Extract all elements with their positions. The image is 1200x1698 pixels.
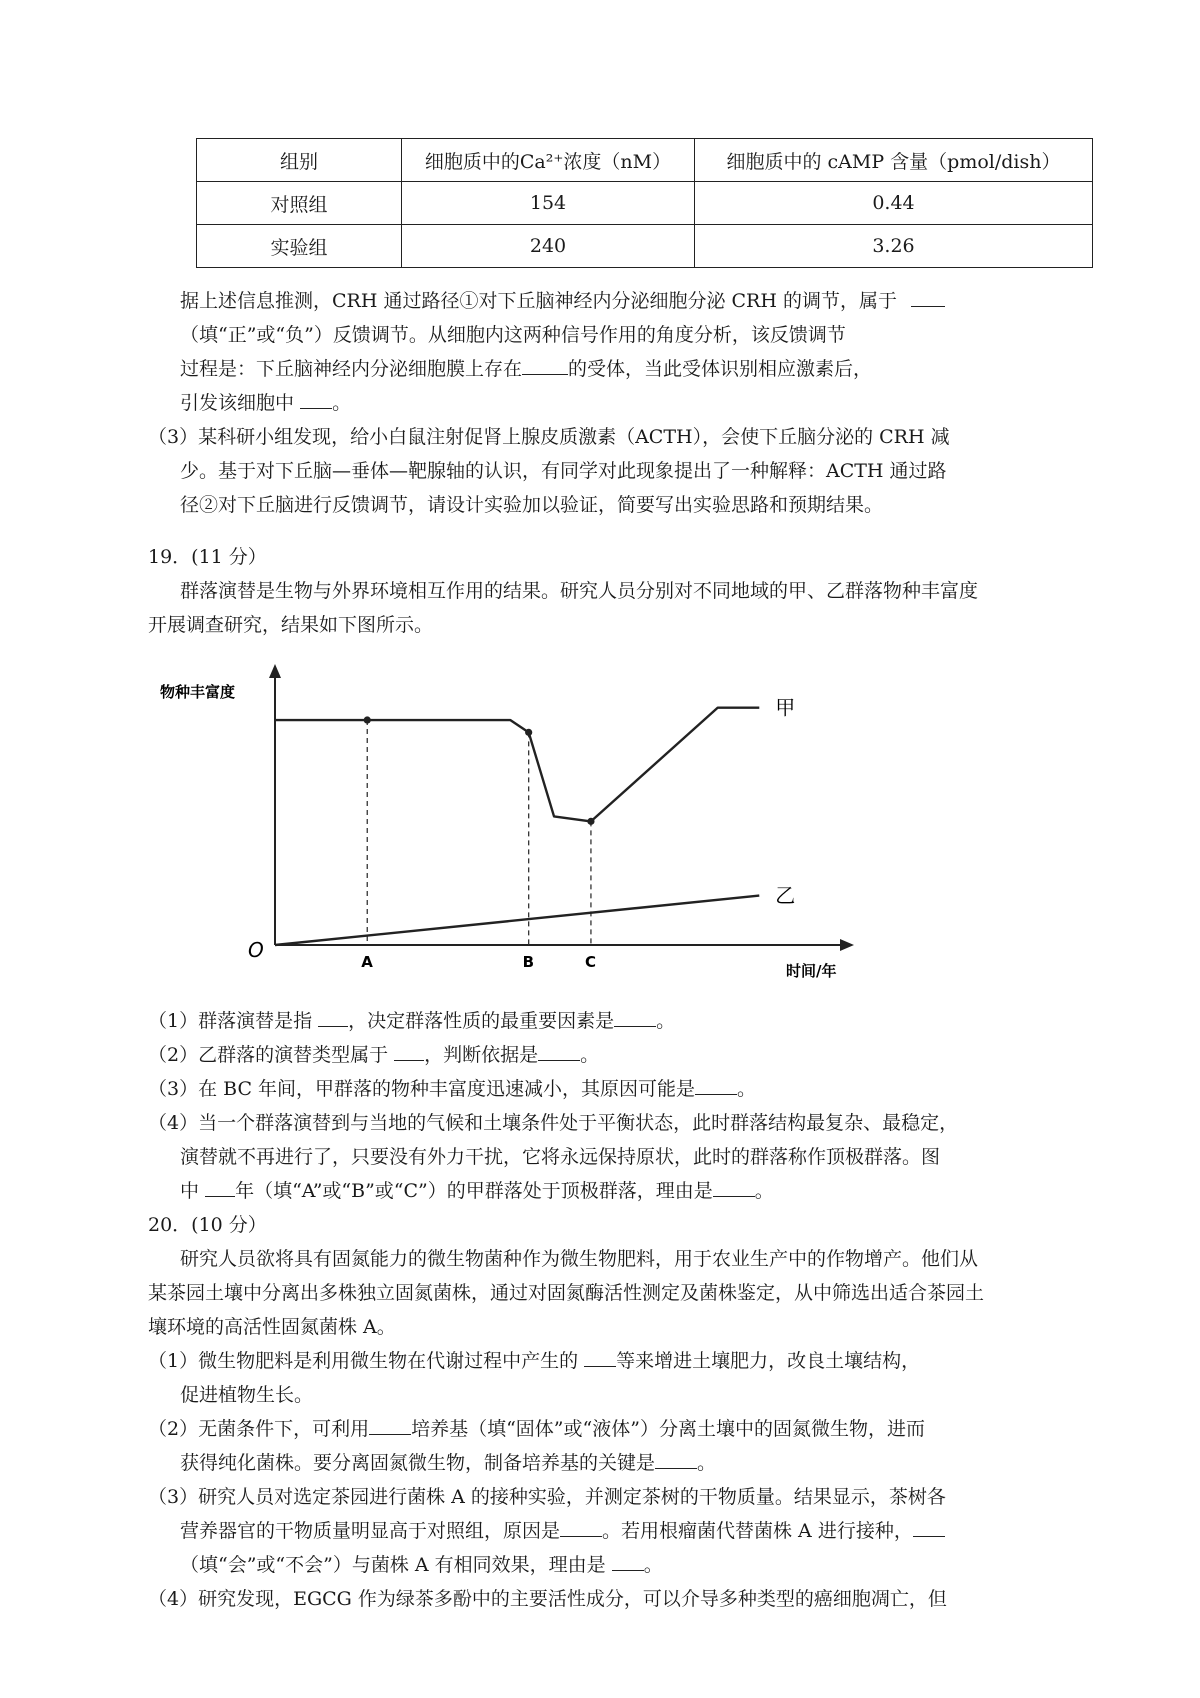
q20-text: 。 — [697, 1452, 717, 1474]
q19-heading: 19．(11 分） — [148, 546, 267, 568]
q19-text: ，判断依据是 — [424, 1044, 539, 1066]
table-cell: 实验组 — [197, 225, 402, 268]
q20-intro-line-2: 某茶园土壤中分离出多株独立固氮菌株，通过对固氮酶活性测定及菌株鉴定，从中筛选出适合茶园土 — [148, 1282, 985, 1304]
q20-part3-line-1: （3）研究人员对选定茶园进行菌株 A 的接种实验，并测定茶树的干物质量。结果显示，茶树各 — [148, 1486, 946, 1508]
answer-blank[interactable] — [369, 1416, 411, 1435]
table-cell: 3.26 — [695, 225, 1093, 268]
q20-intro-line-1: 研究人员欲将具有固氮能力的微生物菌种作为微生物肥料，用于农业生产中的作物增产。他们从 — [180, 1248, 979, 1270]
q18-text: 据上述信息推测，CRH 通过路径①对下丘脑神经内分泌细胞分泌 CRH 的调节，属于 — [180, 290, 897, 312]
series-line-jia — [275, 708, 759, 822]
x-axis-arrow-icon — [840, 939, 854, 951]
answer-blank[interactable] — [584, 1348, 616, 1367]
q18-text: 引发该细胞中 — [180, 392, 295, 414]
q20-text: 获得纯化菌株。要分离固氮微生物，制备培养基的关键是 — [180, 1452, 656, 1474]
answer-blank[interactable] — [538, 1042, 580, 1061]
q20-part3-line-3 — [180, 1548, 663, 1582]
table-header-cell: 细胞质中的 cAMP 含量（pmol/dish） — [695, 139, 1093, 182]
answer-blank[interactable] — [695, 1076, 737, 1095]
q19-part2 — [148, 1038, 599, 1072]
x-axis-label: 时间/年 — [786, 962, 837, 980]
q19-text: （3）在 BC 年间，甲群落的物种丰富度迅速减小，其原因可能是 — [148, 1078, 696, 1100]
answer-blank[interactable] — [655, 1450, 697, 1469]
q19-part4-line-1: （4）当一个群落演替到与当地的气候和土壤条件处于平衡状态，此时群落结构最复杂、最稳定， — [148, 1112, 959, 1134]
origin-label: O — [248, 938, 264, 962]
answer-blank[interactable] — [205, 1178, 235, 1197]
q20-text: 。若用根瘤菌代替菌株 A 进行接种， — [602, 1520, 913, 1542]
q20-part1-line-2: 促进植物生长。 — [180, 1384, 314, 1406]
answer-blank[interactable] — [713, 1178, 755, 1197]
table-header-row — [197, 139, 1093, 182]
q19-text: 年（填“A”或“B”或“C”）的甲群落处于顶极群落，理由是 — [235, 1180, 713, 1202]
q20-text: 。 — [643, 1554, 663, 1576]
x-tick-label: C — [584, 953, 596, 971]
answer-blank[interactable] — [614, 1008, 656, 1027]
q19-part4-line-2: 演替就不再进行了，只要没有外力干扰，它将永远保持原状，此时的群落称作顶极群落。图 — [180, 1146, 941, 1168]
y-axis-arrow-icon — [269, 664, 281, 678]
answer-blank[interactable] — [911, 288, 945, 307]
q19-part1 — [148, 1004, 675, 1038]
answer-blank[interactable] — [913, 1518, 945, 1537]
y-axis-label: 物种丰富度 — [160, 683, 236, 701]
answer-blank[interactable] — [394, 1042, 424, 1061]
q20-text: （填“会”或“不会”）与菌株 A 有相同效果，理由是 — [180, 1554, 606, 1576]
q18-text: 过程是：下丘脑神经内分泌细胞膜上存在 — [180, 358, 523, 380]
chart-marks — [275, 696, 795, 971]
table-row — [197, 182, 1093, 225]
chart-axes — [160, 664, 854, 980]
data-table — [196, 138, 1093, 268]
answer-blank[interactable] — [522, 356, 568, 375]
q20-text: （1）微生物肥料是利用微生物在代谢过程中产生的 — [148, 1350, 579, 1372]
answer-blank[interactable] — [560, 1518, 602, 1537]
x-tick-label: B — [522, 953, 535, 971]
q19-intro-line-2: 开展调查研究，结果如下图所示。 — [148, 614, 434, 636]
q19-text: 。 — [737, 1078, 757, 1100]
q19-text: （2）乙群落的演替类型属于 — [148, 1044, 389, 1066]
q20-text: 等来增进土壤肥力，改良土壤结构， — [616, 1350, 921, 1372]
q20-part2-line-1 — [148, 1412, 925, 1446]
q18-line-3 — [180, 352, 872, 386]
q20-intro-line-3: 壤环境的高活性固氮菌株 A。 — [148, 1316, 396, 1338]
q18-part3-line-1: （3）某科研小组发现，给小白鼠注射促肾上腺皮质激素（ACTH），会使下丘脑分泌的 CRH 减 — [148, 426, 950, 448]
q19-text: （1）群落演替是指 — [148, 1010, 313, 1032]
q19-text: 。 — [580, 1044, 600, 1066]
x-tick-label: A — [361, 953, 373, 971]
data-point — [364, 716, 371, 723]
answer-blank[interactable] — [612, 1552, 644, 1571]
q20-text: 营养器官的干物质量明显高于对照组，原因是 — [180, 1520, 561, 1542]
q20-part1-line-1 — [148, 1344, 920, 1378]
q19-text: 中 — [180, 1180, 200, 1202]
q19-text: 。 — [754, 1180, 774, 1202]
table-row — [197, 225, 1093, 268]
q20-heading: 20．(10 分） — [148, 1214, 267, 1236]
q19-text: 。 — [656, 1010, 676, 1032]
answer-blank[interactable] — [318, 1008, 348, 1027]
data-point — [587, 818, 594, 825]
q20-part2-line-2 — [180, 1446, 716, 1480]
q18-line-1 — [180, 284, 945, 318]
q20-text: （2）无菌条件下，可利用 — [148, 1418, 370, 1440]
answer-blank[interactable] — [300, 390, 332, 409]
table-cell: 240 — [402, 225, 695, 268]
q19-text: ，决定群落性质的最重要因素是 — [348, 1010, 615, 1032]
series-label: 乙 — [775, 883, 796, 908]
series-line-yi — [275, 896, 759, 945]
q20-part3-line-2 — [180, 1514, 945, 1548]
q18-line-4 — [180, 386, 351, 420]
q18-part3-line-2: 少。基于对下丘脑—垂体—靶腺轴的认识，有同学对此现象提出了一种解释：ACTH 通过路 — [180, 460, 947, 482]
q18-text: 的受体，当此受体识别相应激素后， — [568, 358, 873, 380]
q18-text: 。 — [332, 392, 352, 414]
q18-line-2: （填“正”或“负”）反馈调节。从细胞内这两种信号作用的角度分析，该反馈调节 — [180, 324, 846, 346]
q20-part4-line-1: （4）研究发现，EGCG 作为绿茶多酚中的主要活性成分，可以介导多种类型的癌细胞凋亡，但 — [148, 1588, 947, 1610]
table-cell: 0.44 — [695, 182, 1093, 225]
q19-part4-line-3 — [180, 1174, 774, 1208]
series-label: 甲 — [775, 695, 796, 720]
species-richness-chart — [150, 660, 870, 980]
q19-intro-line-1: 群落演替是生物与外界环境相互作用的结果。研究人员分别对不同地域的甲、乙群落物种丰富度 — [180, 580, 979, 602]
table-cell: 154 — [402, 182, 695, 225]
table-header-cell: 组别 — [197, 139, 402, 182]
table-header-cell: 细胞质中的Ca²⁺浓度（nM） — [402, 139, 695, 182]
table-cell: 对照组 — [197, 182, 402, 225]
q18-part3-line-3: 径②对下丘脑进行反馈调节，请设计实验加以验证，简要写出实验思路和预期结果。 — [180, 494, 884, 516]
q20-text: 培养基（填“固体”或“液体”）分离土壤中的固氮微生物，进而 — [411, 1418, 925, 1440]
data-point — [525, 729, 532, 736]
q19-part3 — [148, 1072, 756, 1106]
